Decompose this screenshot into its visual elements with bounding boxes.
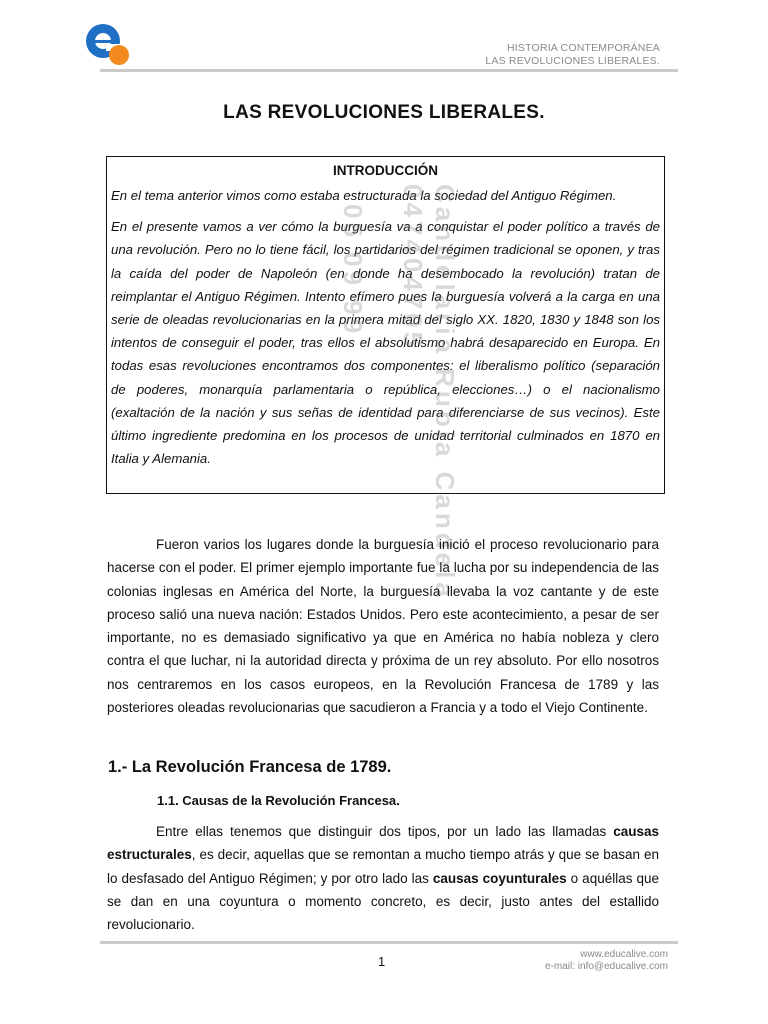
body-paragraph-1: Fueron varios los lugares donde la burguesía inició el proceso revolucionario para hacerse con el poder. El primer ejemplo importante fue la lucha por su independencia de las colonias inglesas en América del Norte, la burguesía llevaba la voz cantante y de este proceso salió una nueva nación: Estados Unidos. Pero este acontecimiento, a pesar de ser importante, no es demasiado significativo ya que en América no había nobleza y clero contra el que luchar, ni la autoridad directa y próxima de un rey absoluto. Por ello nosotros nos centraremos en los casos europeos, en la Revolución Francesa de 1789 y las posteriores oleadas revolucionarias que sacudieron a Francia y a todo el Viejo Continente. — [107, 537, 659, 716]
footer-email-link[interactable]: e-mail: info@educalive.com — [545, 961, 668, 972]
watermark-line-2: 047404705 — [398, 184, 428, 351]
paragraph-text: , es decir, aquellas que se remontan a mucho tiempo atrás y que se basan en lo desfasado del Antiguo Régimen; y por otro lado las — [107, 847, 659, 886]
paragraph-text: o aquéllas que se dan en una coyuntura o momento concreto, es decir, justo antes del estallido revolucionario. — [107, 870, 659, 933]
header-divider — [100, 69, 678, 72]
page-number: 1 — [378, 954, 386, 969]
page-title: LAS REVOLUCIONES LIBERALES. — [223, 102, 545, 123]
footer-contact — [545, 949, 668, 973]
header-topic: LAS REVOLUCIONES LIBERALES. — [485, 55, 660, 67]
section-heading: 1.- La Revolución Francesa de 1789. — [108, 758, 392, 776]
subsection-heading: 1.1. Causas de la Revolución Francesa. — [157, 793, 400, 808]
footer-divider — [100, 941, 678, 944]
footer-website-link[interactable]: www.educalive.com — [580, 949, 668, 960]
introduction-paragraph-1: En el tema anterior vimos como estaba estructurada la sociedad del Antiguo Régimen. — [111, 188, 617, 203]
introduction-heading: INTRODUCCIÓN — [333, 163, 438, 178]
bold-term-conjunctural: causas coyunturales — [432, 870, 567, 886]
introduction-box — [106, 156, 665, 494]
watermark-line-1: Candelaria Rubia Candela — [430, 184, 460, 601]
header-subject: HISTORIA CONTEMPORÁNEA — [507, 42, 660, 54]
watermark-line-3: 05 09 99 — [338, 204, 368, 338]
paragraph-text: Entre ellas tenemos que distinguir dos tipos, por un lado las llamadas — [156, 824, 614, 839]
educalive-logo-icon — [84, 20, 130, 66]
bold-term-structural: causas estructurales — [107, 824, 659, 863]
introduction-paragraph-2: En el presente vamos a ver cómo la burguesía va a conquistar el poder político a través de una revolución. Pero no lo tiene fácil, los partidarios del régimen tradicional se oponen, y tras la caída del poder de Napoleón (en donde ha desembocado la revolución) tratan de reimplantar el Antiguo Régimen. Intento efímero pues la burguesía volverá a la carga en una serie de oleadas revolucionarias en la primera mitad del siglo XX. 1820, 1830 y 1848 son los intentos de conseguir el poder, tras ellos el absolutismo habrá desaparecido en Europa. En todas esas revoluciones encontramos dos componentes: el liberalismo político (separación de poderes, monarquía parlamentaria o república, elecciones…) o el nacionalismo (exaltación de la nación y sus señas de identidad para diferenciarse de sus vecinos). Este último ingrediente predomina en los procesos de unidad territorial culminados en 1870 en Italia y Alemania. — [111, 219, 660, 467]
body-paragraph-2 — [107, 820, 659, 936]
header-title — [485, 42, 660, 68]
